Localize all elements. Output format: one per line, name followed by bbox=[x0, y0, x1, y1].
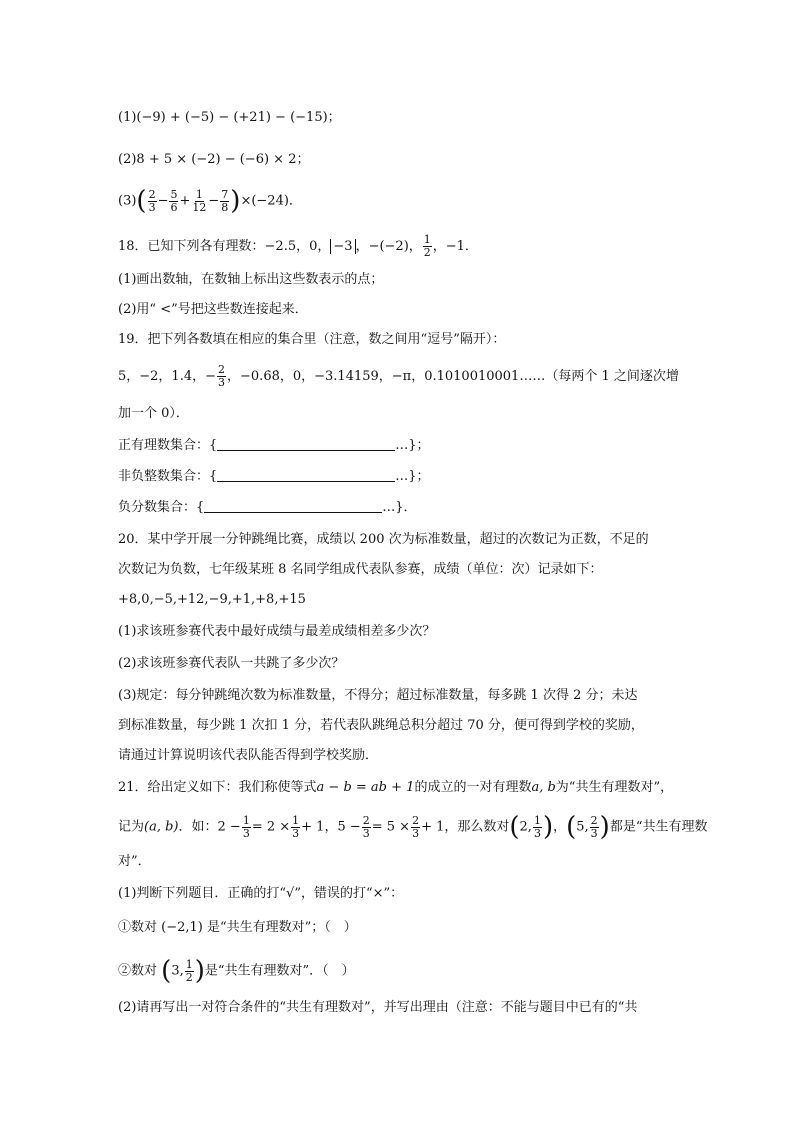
answer-blank[interactable] bbox=[217, 436, 395, 451]
p20-sub3-line3: 请通过计算说明该代表队能否得到学校奖励． bbox=[118, 748, 379, 763]
fraction: $\frac{2}{3}$ bbox=[590, 813, 598, 840]
p17-part3-label: (3) bbox=[118, 193, 137, 209]
p19-set-nonnegative-integer: 非负整数集合：{ …}； bbox=[118, 469, 430, 484]
fraction: $\frac{1}{2}$ bbox=[185, 957, 193, 984]
p18-sub2: (2)用“ <”号把这些数连接起来． bbox=[118, 302, 308, 317]
p19-set-positive-rational: 正有理数集合：{ …}； bbox=[118, 438, 430, 453]
p20-sub1: (1)求该班参赛代表中最好成绩与最差成绩相差多少次？ bbox=[118, 624, 436, 639]
p17-part3-tail: ×(−24)． bbox=[240, 193, 302, 209]
fraction: $\frac{2}{3}$ bbox=[412, 813, 420, 840]
repeating-decimal: 6̇8̇ bbox=[263, 369, 280, 384]
p17-part3 bbox=[118, 188, 678, 214]
fraction: $\frac{1}{3}$ bbox=[242, 813, 250, 840]
p19-set-negative-fraction: 负分数集合：{ …}． bbox=[118, 500, 417, 515]
fraction: $\frac{7}{8}$ bbox=[221, 187, 229, 214]
fraction: $\frac{1}{3}$ bbox=[533, 813, 541, 840]
operator: − bbox=[157, 193, 169, 209]
p20-sub3-line1: (3)规定：每分钟跳绳次数为标准数量，不得分；超过标准数量，每多跳 1 次得 2 分；未达 bbox=[118, 688, 638, 703]
operator: + bbox=[179, 193, 191, 209]
p19-numbers: 5，−2，1.4，− $\frac{2}{3}$ ，−0.6̇8̇，0，−3.14159，−π，0.1010010001……（每两个 1 之间逐次增 bbox=[118, 363, 679, 389]
paren-close: ) bbox=[230, 186, 241, 216]
fraction: $\frac{2}{3}$ bbox=[362, 813, 370, 840]
fraction: $\frac{1}{2}$ bbox=[423, 233, 431, 259]
p20-question-line1: 20．某中学开展一分钟跳绳比赛，成绩以 200 次为标准数量，超过的次数记为正数，不足的 bbox=[118, 532, 649, 547]
p20-data: +8,0,−5,+12,−9,+1,+8,+15 bbox=[118, 592, 306, 607]
p21-question-line3: 对”． bbox=[118, 854, 151, 869]
abs-value: −3 bbox=[330, 239, 355, 254]
fraction: $\frac{2}{3}$ bbox=[218, 363, 226, 389]
p19-question: 19．把下列各数填在相应的集合里（注意，数之间用“逗号”隔开）： bbox=[118, 332, 506, 347]
answer-blank[interactable] bbox=[204, 498, 382, 513]
p21-sub1: (1)判断下列题目．正确的打“√”，错误的打“×”： bbox=[118, 886, 404, 901]
p21-sub2: (2)请再写出一对符合条件的“共生有理数对”，并写出理由（注意：不能与题目中已有的“共 bbox=[118, 1000, 638, 1015]
p20-sub2: (2)求该班参赛代表队一共跳了多少次？ bbox=[118, 656, 345, 671]
p21-question-line1: 21．给出定义如下：我们称使等式a − b = ab + 1的成立的一对有理数a, b为“共生有理数对”， bbox=[118, 780, 674, 795]
fraction: $\frac{2}{3}$ bbox=[148, 187, 156, 214]
p17-part1: (1)(−9) + (−5) − (+21) − (−15)； bbox=[118, 110, 341, 125]
fraction: $\frac{1}{12}$ bbox=[192, 187, 207, 214]
p20-question-line2: 次数记为负数，七年级某班 8 名同学组成代表队参赛，成绩（单位：次）记录如下： bbox=[118, 562, 603, 577]
p17-part2: (2)8 + 5 × (−2) − (−6) × 2； bbox=[118, 152, 310, 167]
fraction: $\frac{1}{3}$ bbox=[292, 813, 300, 840]
p21-question-line2: 记为(a, b)．如：2 − $\frac{1}{3}$ = 2 × $\frac{1}{3}$ + 1，5 − $\frac{2}{3}$ = 5 × $\frac{2}{3}$ + 1，那么数对(2, $\frac{1}{3}$ )，(5, $\frac{2}{3}$ )都是“共生有理数 bbox=[118, 812, 708, 842]
answer-blank[interactable] bbox=[217, 467, 395, 482]
p20-sub3-line2: 到标准数量，每少跳 1 次扣 1 分，若代表队跳绳总积分超过 70 分，便可得到学校的奖励， bbox=[118, 718, 644, 733]
p21-sub1b: ②数对 (3, $\frac{1}{2}$ )是“共生有理数对”．（ ） bbox=[118, 956, 355, 986]
equation: a − b = ab + 1 bbox=[316, 780, 415, 795]
p19-numbers-cont: 加一个 0）． bbox=[118, 406, 189, 421]
p21-sub1a: ①数对 (−2,1) 是“共生有理数对”；（ ） bbox=[118, 920, 357, 935]
operator: − bbox=[208, 193, 220, 209]
fraction: $\frac{5}{6}$ bbox=[170, 187, 178, 214]
p18-question: 18．已知下列各有理数：−2.5，0， −3 ，−(−2)， $\frac{1}{2}$ ，−1． bbox=[118, 233, 478, 259]
p18-sub1: (1)画出数轴，在数轴上标出这些数表示的点； bbox=[118, 272, 384, 287]
paren-open: ( bbox=[136, 186, 147, 216]
